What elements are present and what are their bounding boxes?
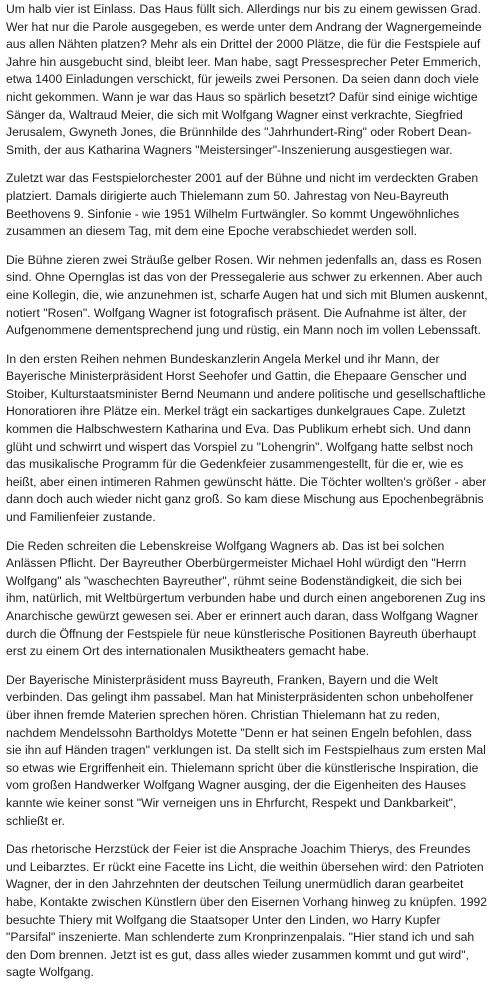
article-paragraph: Der Bayerische Ministerpräsident muss Bayreuth, Franken, Bayern und die Welt verbinden. Das gelingt ihm passabel. Man hat Ministerpräsidenten schon unbeholfener über ihnen fremde Materien sprechen hören. Christian Thielemann hat zu reden, nachdem Mendelssohn Bartholdys Motette "Denn er hat seinen Engeln befohlen, dass sie ihn auf Händen tragen" verklungen ist. Da stellt sich im Festspielhaus zum ersten Mal so etwas wie Ergriffenheit ein. Thielemann spricht über die künstlerische Inspiration, die vom großen Handwerker Wolfgang Wagner ausging, der die Eigenheiten des Hauses kannte wie keiner sonst "Wir verneigen uns in Ehrfurcht, Respekt und Dankbarkeit", schließt er.	[6, 672, 486, 828]
article-paragraph: In den ersten Reihen nehmen Bundeskanzlerin Angela Merkel und ihr Mann, der Bayerische Ministerpräsident Horst Seehofer und Gattin, die Ehepaare Genscher und Stoiber, Kulturstaatsminister Bernd Neumann und andere politische und gesellschaftliche Honoratioren ihre Plätze ein. Merkel trägt ein sackartiges dunkelgraues Cape. Zuletzt kommen die Halbschwestern Katharina und Eva. Das Publikum erhebt sich. Und dann glüht und schwirrt und wispert das Vorspiel zu "Lohengrin". Wolfgang hatte selbst noch das musikalische Programm für die Gedenkfeier zusammengestellt, für die er, wie es heißt, aber einen intimeren Rahmen gewünscht hätte. Die Töchter wollten's größer - aber dann doch auch wieder nicht ganz groß. So kam diese Mischung aus Epochenbegräbnis und Familienfeier zustande.	[6, 351, 487, 525]
article-paragraph: Um halb vier ist Einlass. Das Haus füllt sich. Allerdings nur bis zu einem gewissen Grad. Wer hat nur die Parole ausgegeben, es werde unter dem Andrang der Wagnergemeinde aus allen Nähten platzen? Mehr als ein Drittel der 2000 Plätze, die für die Festspiele auf Jahre hin ausgebucht sind, bleibt leer. Man habe, sagt Pressesprecher Peter Emmerich, etwa 1400 Einladungen verschickt, für jeweils zwei Personen. Da seien dann doch viele nicht gekommen. Wann je war das Haus so spärlich besetzt? Dafür sind einige wichtige Sänger da, Waltraud Meier, die sich mit Wolfgang Wagner einst verkrachte, Siegfried Jerusalem, Gwyneth Jones, die Brünnhilde des "Jahrhundert-Ring" oder Robert Dean-Smith, der aus Katharina Wagners "Meistersinger"-Inszenierung ausgestiegen war.	[6, 2, 482, 157]
article-paragraph: Die Bühne zieren zwei Sträuße gelber Rosen. Wir nehmen jedenfalls an, dass es Rosen sind. Ohne Opernglas ist das von der Pressegalerie aus schwer zu erkennen. Aber auch eine Kollegin, die, wie anzunehmen ist, scharfe Augen hat und sich mit Blumen auskennt, notiert "Rosen". Wolfgang Wagner ist fotografisch präsent. Die Aufnahme ist älter, der Aufgenommene dementsprechend jung und rüstig, ein Mann noch im vollen Lebenssaft.	[6, 252, 488, 338]
article-paragraph: Die Reden schreiten die Lebenskreise Wolfgang Wagners ab. Das ist bei solchen Anlässen Pflicht. Der Bayreuther Oberbürgermeister Michael Hohl würdigt den "Herrn Wolfgang" als "waschechten Bayreuther", rühmt seine Bodenständigkeit, die sich bei ihm, natürlich, mit Weltbürgertum verbunden habe und durch einen angeborenen Zug ins Anarchische gewürzt gewesen sei. Aber er erinnert auch daran, dass Wolfgang Wagner durch die Öffnung der Festspiele für neue künstlerische Positionen Bayreuth überhaupt erst zu einem Ort des internationalen Musiktheaters gemacht habe.	[6, 538, 486, 659]
article-paragraph: Zuletzt war das Festspielorchester 2001 auf der Bühne und nicht im verdeckten Graben platziert. Damals dirigierte auch Thielemann zum 50. Jahrestag von Neu-Bayreuth Beethovens 9. Sinfonie - wie 1951 Wilhelm Furtwängler. So kommt Ungewöhnliches zusammen an diesem Tag, mit dem eine Epoche verabschiedet werden soll.	[6, 171, 479, 239]
article-paragraph: Das rhetorische Herzstück der Feier ist die Ansprache Joachim Thierys, des Freundes und Leibarztes. Er rückt eine Facette ins Licht, die weithin übersehen wird: den Patrioten Wagner, der in den Jahrzehnten der deutschen Teilung unermüdlich daran gearbeitet habe, Kontakte zwischen Künstlern über den Eisernen Vorhang hinweg zu knüpfen. 1992 besuchte Thiery mit Wolfgang die Staatsoper Unter den Linden, wo Harry Kupfer "Parsifal" inszenierte. Man schlenderte zum Kronprinzenpalais. "Hier stand ich und sah den Dom brennen. Jetzt ist es gut, dass alles wieder zusammen kommt und gut wird", sagte Wolfgang.	[6, 842, 488, 980]
